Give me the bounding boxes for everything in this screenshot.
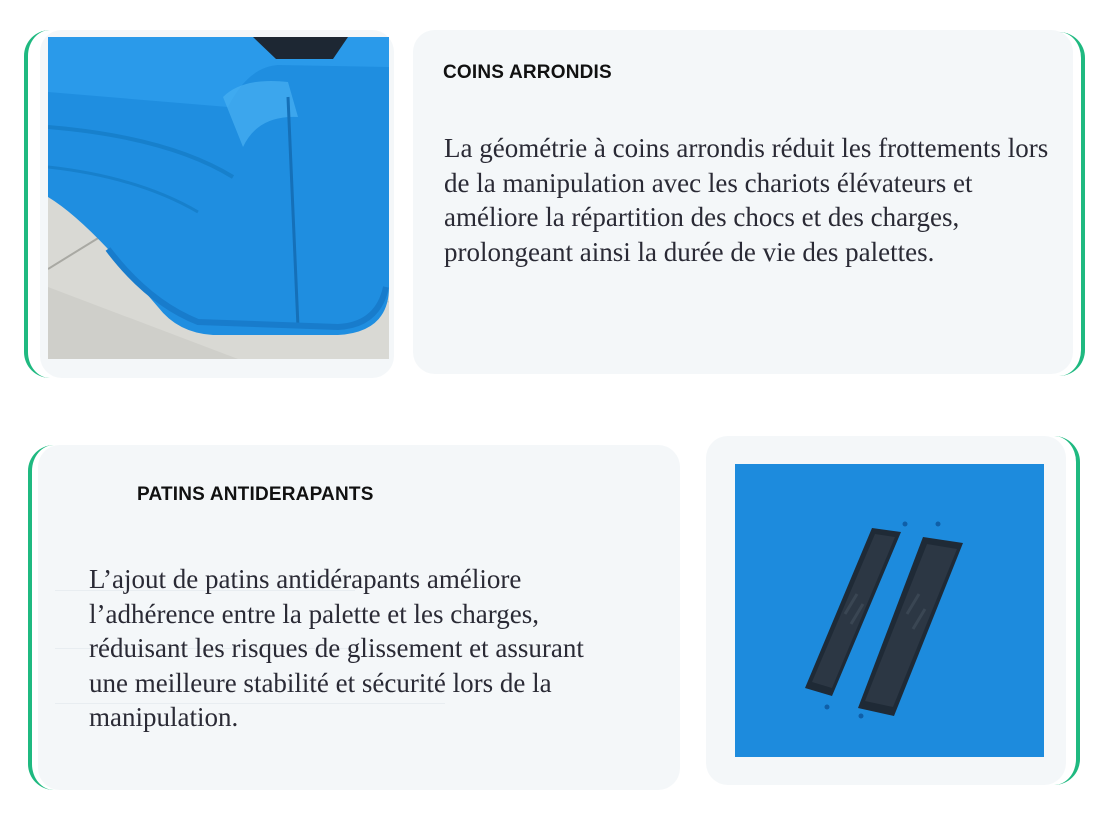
section-heading: PATINS ANTIDERAPANTS bbox=[137, 484, 374, 505]
rounded-corner-pallet-image bbox=[48, 37, 389, 359]
section-heading: COINS ARRONDIS bbox=[443, 62, 612, 83]
section-description: La géométrie à coins arrondis réduit les frottements lors de la manipulation avec les chariots élévateurs et améliore la répartition des chocs et des charges, prolongeant ainsi la durée de vie des palettes. bbox=[444, 133, 1049, 267]
anti-slip-pads-photo bbox=[735, 464, 1044, 757]
section-description: L’ajout de patins antidérapants améliore l’adhérence entre la palette et les charges, réduisant les risques de glissement et assurant une meilleure stabilité et sécurité lors de la manipulation. bbox=[89, 564, 584, 732]
anti-slip-pads-image bbox=[735, 464, 1044, 757]
rounded-corner-pallet-photo bbox=[48, 37, 389, 359]
